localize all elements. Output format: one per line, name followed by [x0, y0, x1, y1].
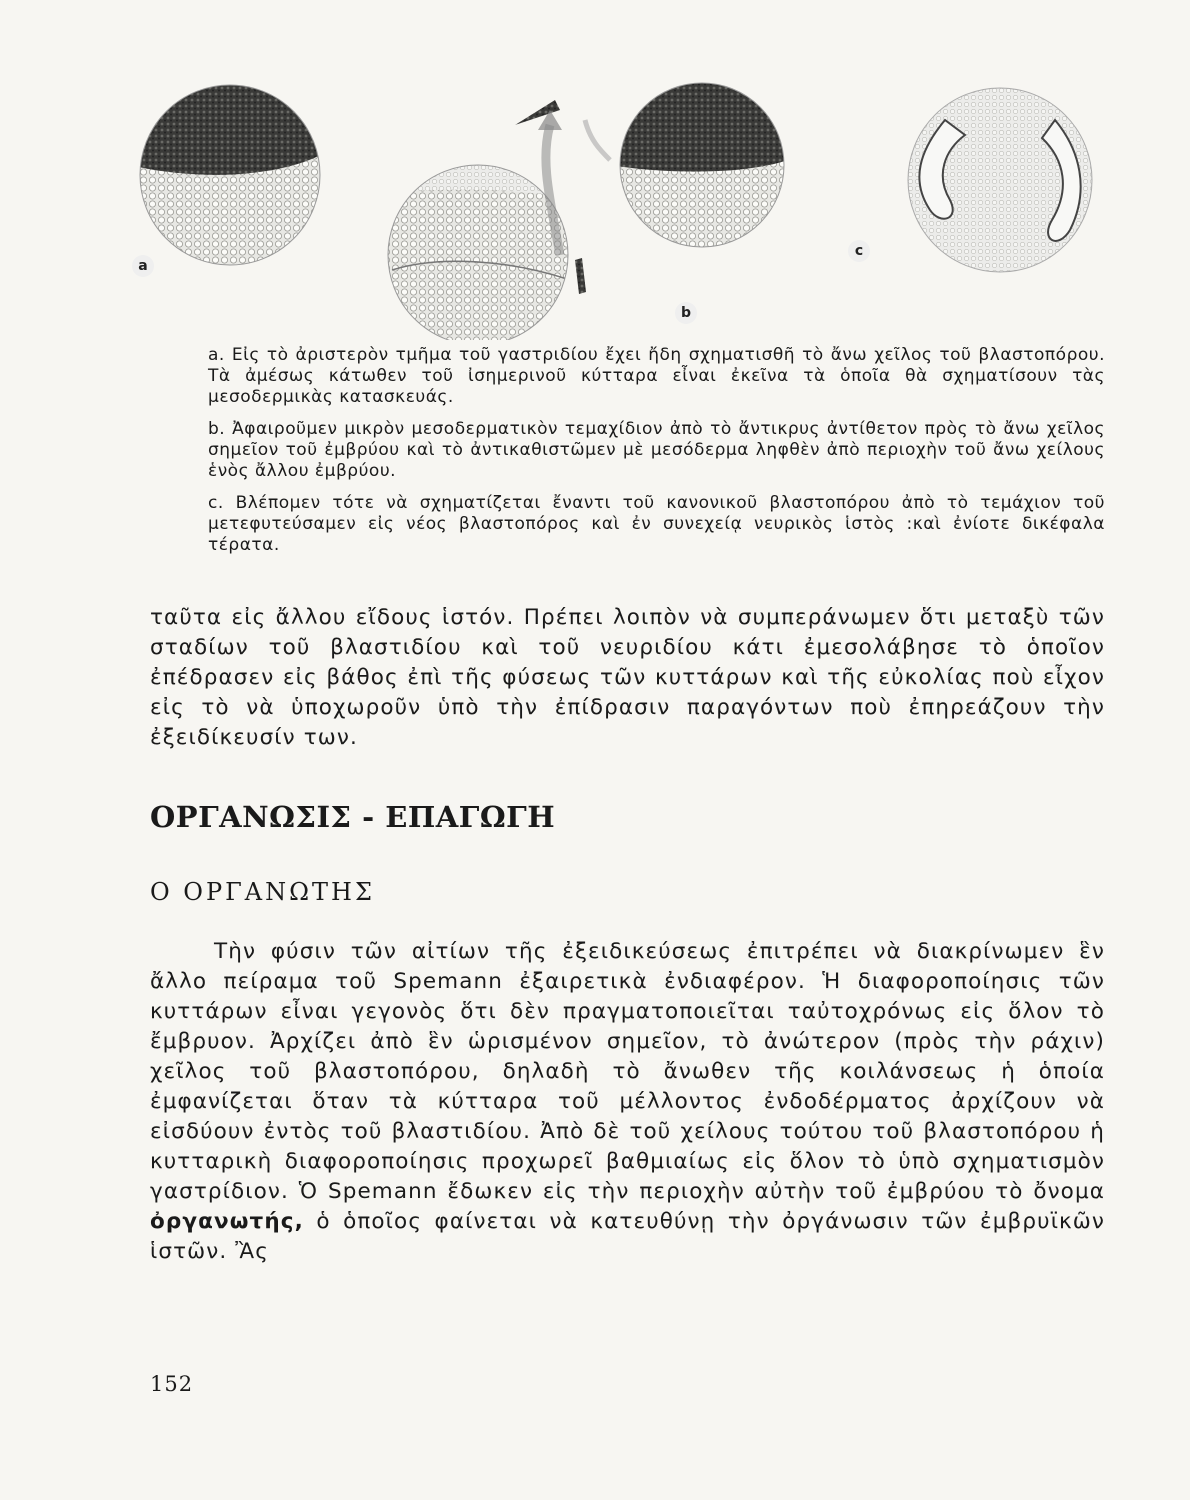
embryo-c-image — [610, 80, 800, 260]
section-title: ΟΡΓΑΝΩΣΙΣ - ΕΠΑΓΩΓΗ — [150, 800, 556, 834]
caption-c-letter: c. — [208, 493, 224, 513]
body-paragraph-2 — [150, 937, 1105, 1267]
organizer-term: ὀργανωτής, — [150, 1209, 304, 1234]
embryo-photographs — [130, 80, 1110, 340]
caption-b-letter: b. — [208, 419, 226, 439]
caption-c — [150, 493, 1105, 556]
caption-a — [150, 345, 1105, 408]
figure-label-b: b — [675, 302, 697, 324]
body-paragraph-1-text: ταῦτα εἰς ἄλλου εἴδους ἱστόν. Πρέπει λοιπὸν νὰ συμπεράνωμεν ὅτι μεταξὺ τῶν σταδίων τοῦ βλαστιδίου καὶ τοῦ νευριδίου κάτι ἐμεσολάβησε τὸ ὁποῖον ἐπέδρασεν εἰς βάθος ἐπὶ τῆς φύσεως τῶν κυττάρων καὶ τῆς εὐκολίας ποὺ εἶχον εἰς τὸ νὰ ὑποχωροῦν ὑπὸ τὴν ἐπίδρασιν παραγόντων ποὺ ἐπηρεάζουν τὴν ἐξειδίκευσίν των. — [150, 605, 1105, 750]
embryo-figure — [130, 80, 1110, 340]
embryo-c-neural-image — [908, 88, 1092, 272]
body-paragraph-1 — [150, 603, 1105, 753]
body-paragraph-2-part2: ὁ ὁποῖος φαίνεται νὰ κατευθύνῃ τὴν ὀργάνωσιν τῶν ἐμβρυϊκῶν ἱστῶν. Ἂς — [150, 1209, 1106, 1264]
subsection-title: Ο ΟΡΓΑΝΩΤΗΣ — [150, 878, 375, 906]
caption-c-text: Βλέπομεν τότε νὰ σχηματίζεται ἔναντι τοῦ κανονικοῦ βλαστοπόρου ἀπὸ τὸ τεμάχιον τοῦ μετεφυτεύσαμεν εἰς νέος βλαστοπόρος καὶ ἐν συνεχείᾳ νευρικὸς ἱστὸς :καὶ ἐνίοτε δικέφαλα τέρατα. — [208, 493, 1106, 555]
body-paragraph-2-text — [150, 937, 1105, 1267]
embryo-a-image — [130, 80, 330, 280]
caption-b-text: Ἀφαιροῦμεν μικρὸν μεσοδερματικὸν τεμαχίδιον ἀπὸ τὸ ἄντικρυς ἀντίθετον πρὸς τὸ ἄνω χεῖλος σημεῖον τοῦ ἐμβρύου καὶ τὸ ἀντικαθιστῶμεν μὲ μεσόδερμα ληφθὲν ἀπὸ περιοχὴν τοῦ ἄνω χείλους ἑνὸς ἄλλου ἐμβρύου. — [208, 419, 1106, 481]
page-number: 152 — [150, 1372, 194, 1396]
figure-label-a: a — [132, 255, 154, 277]
figure-caption — [150, 345, 1105, 567]
figure-label-c: c — [848, 240, 870, 262]
caption-a-text: Εἰς τὸ ἀριστερὸν τμῆμα τοῦ γαστριδίου ἔχει ἤδη σχηματισθῆ τὸ ἄνω χεῖλος τοῦ βλαστοπόρου. Τὰ ἀμέσως κάτωθεν τοῦ ἰσημερινοῦ κύτταρα εἶναι ἐκεῖνα τὰ ὁποῖα θὰ σχηματίσουν τὰς μεσοδερμικὰς κατασκευάς. — [208, 345, 1106, 407]
caption-a-letter: a. — [208, 345, 225, 365]
caption-b — [150, 419, 1105, 482]
body-paragraph-2-part1: Τὴν φύσιν τῶν αἰτίων τῆς ἐξειδικεύσεως ἐπιτρέπει νὰ διακρίνωμεν ἓν ἄλλο πείραμα τοῦ Spemann ἐξαιρετικὰ ἐνδιαφέρον. Ἡ διαφοροποίησις τῶν κυττάρων εἶναι γεγονὸς ὅτι δὲν πραγματοποιεῖται ταὐτοχρόνως εἰς ὅλον τὸ ἔμβρυον. Ἀρχίζει ἀπὸ ἓν ὡρισμένον σημεῖον, τὸ ἀνώτερον (πρὸς τὴν ράχιν) χεῖλος τοῦ βλαστοπόρου, δηλαδὴ τὸ ἄνωθεν τῆς κοιλάνσεως ἡ ὁποία ἐμφανίζεται ὅταν τὰ κύτταρα τοῦ μέλλοντος ἐνδοδέρματος ἀρχίζουν νὰ εἰσδύουν ἐντὸς τοῦ βλαστιδίου. Ἀπὸ δὲ τοῦ χείλους τούτου τοῦ βλαστοπόρου ἡ κυτταρικὴ διαφοροποίησις προχωρεῖ βαθμιαίως εἰς ὅλον τὸ ὑπὸ σχηματισμὸν γαστρίδιον. Ὁ Spemann ἔδωκεν εἰς τὴν περιοχὴν αὐτὴν τοῦ ἐμβρύου τὸ ὄνομα — [150, 939, 1105, 1204]
